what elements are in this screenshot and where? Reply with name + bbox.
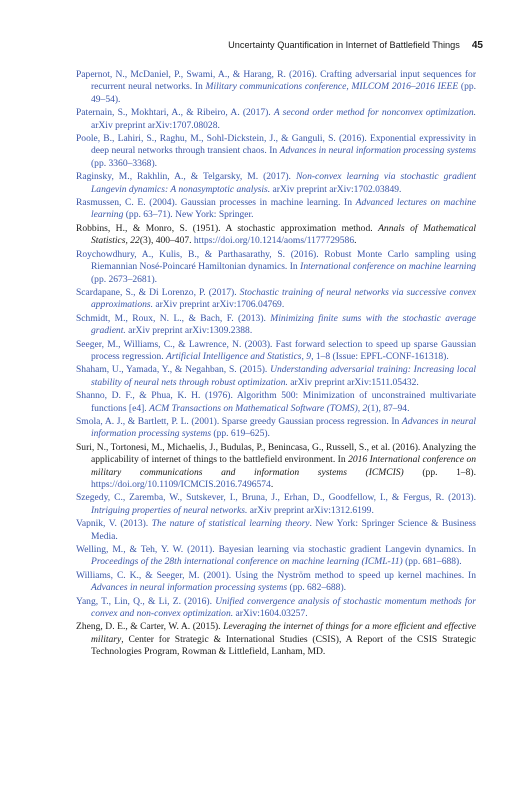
ref-venue: Non-convex learning via stochastic gradient Langevin dynamics: A nonasymptotic analysis. (91, 171, 476, 195)
ref-text: Shaham, U., Yamada, Y., & Negahban, S. (2015). (76, 364, 271, 376)
ref-venue: Advances in neural information processing systems (279, 145, 477, 157)
reference-item[interactable] (76, 364, 476, 389)
ref-rest: arXiv preprint arXiv:1706.04769. (152, 299, 285, 311)
ref-rest: (pp. 619–625). (211, 428, 270, 440)
ref-text: Papernot, N., McDaniel, P., Swami, A., & Harang, R. (2016). Crafting adversarial input sequences for recurrent neural networks. In (76, 69, 476, 93)
ref-venue: Artificial Intelligence and Statistics, 9 (166, 350, 312, 362)
ref-rest: arXiv preprint arXiv:1702.03849. (270, 183, 402, 195)
ref-venue: International conference on machine learning (300, 261, 476, 273)
reference-item[interactable] (76, 570, 476, 595)
reference-item[interactable] (76, 518, 476, 543)
reference-item[interactable] (76, 287, 476, 312)
reference-item[interactable] (76, 249, 476, 286)
ref-rest: (1), 87–94. (367, 402, 410, 414)
ref-rest: arXiv preprint arXiv:1511.05432. (287, 376, 419, 388)
ref-text: Szegedy, C., Zaremba, W., Sutskever, I., Bruna, J., Erhan, D., Goodfellow, I., & Fergus, R. (2013). (76, 492, 476, 504)
reference-list (76, 69, 476, 660)
reference-item[interactable] (76, 69, 476, 106)
ref-venue: Understanding adversarial training: Increasing local stability of neural nets through robust optimization. (91, 364, 477, 388)
ref-venue: Advances in neural information processing systems (91, 415, 476, 440)
ref-venue: The nature of statistical learning theory (151, 518, 310, 530)
doi-link[interactable]: https://doi.org/10.1109/ICMCIS.2016.7496574 (91, 479, 271, 490)
ref-venue: Advanced lectures on machine learning (91, 197, 476, 221)
ref-rest: (pp. 2673–2681). (91, 273, 158, 285)
reference-item[interactable] (76, 107, 476, 132)
ref-text: Yang, T., Lin, Q., & Li, Z. (2016). (76, 595, 216, 607)
ref-text: Schmidt, M., Roux, N. L., & Bach, F. (2013). (76, 312, 271, 324)
reference-item[interactable] (76, 621, 476, 658)
reference-item[interactable] (76, 339, 476, 364)
ref-text: Vapnik, V. (2013). (76, 518, 152, 530)
ref-rest: (pp. 1–8). (403, 466, 476, 478)
doi-link[interactable]: https://doi.org/10.1214/aoms/1177729586 (193, 235, 355, 247)
ref-rest: arXiv:1604.03257. (233, 608, 308, 620)
ref-text: Welling, M., & Teh, Y. W. (2011). Bayesian learning via stochastic gradient Langevin dynamics. In (76, 544, 476, 556)
ref-venue: Intriguing properties of neural networks. (91, 504, 248, 516)
ref-rest: (pp. 681–688). (402, 556, 462, 568)
ref-text: Shanno, D. F., & Phua, K. H. (1976). Algorithm 500: Minimization of unconstrained multivariate functions [e4]. (76, 390, 476, 414)
reference-item[interactable] (76, 442, 476, 492)
ref-rest: arXiv preprint arXiv:1707.08028. (91, 119, 220, 131)
ref-text: Rasmussen, C. E. (2004). Gaussian processes in machine learning. In (76, 197, 356, 209)
ref-text: Suri, N., Tortonesi, M., Michaelis, J., Budulas, P., Benincasa, G., Russell, S., et al. (2016). Analyzing the applicability of internet of things to the battlefield environment. In (76, 441, 476, 466)
ref-text: Seeger, M., Williams, C., & Lawrence, N. (2003). Fast forward selection to speed up sparse Gaussian process regression. (76, 338, 476, 362)
running-head (0, 40, 483, 51)
reference-item[interactable] (76, 416, 476, 441)
ref-rest: , 1–8 (Issue: EPFL-CONF-161318). (311, 350, 449, 362)
ref-venue: Minimizing finite sums with the stochastic average gradient. (91, 312, 476, 337)
ref-rest: . New York: Springer Science & Business Media. (91, 518, 477, 542)
ref-venue: 2016 International conference on military communications and information systems (ICMCIS) (91, 454, 476, 478)
ref-text: Paternain, S., Mokhtari, A., & Ribeiro, A. (2017). (76, 107, 274, 119)
ref-rest: (pp. 63–71). New York: Springer. (123, 209, 254, 221)
ref-text: Poole, B., Lahiri, S., Raghu, M., Sohl-Dickstein, J., & Ganguli, S. (2016). Exponential expressivity in deep neural networks through transient chaos. In (76, 133, 476, 157)
reference-item[interactable] (76, 171, 476, 196)
ref-text: Raginsky, M., Rakhlin, A., & Telgarsky, M. (2017). (76, 171, 296, 183)
ref-rest: (3), 400–407. (139, 235, 194, 247)
ref-rest: (pp. 49–54). (91, 81, 477, 105)
ref-rest: (pp. 3360–3368). (91, 157, 158, 169)
ref-after: . (270, 479, 274, 490)
reference-item[interactable] (76, 223, 476, 248)
ref-venue: Annals of Mathematical Statistics, 22 (91, 222, 476, 247)
running-title: Uncertainty Quantification in Internet of Battlefield Things (228, 40, 460, 50)
reference-item[interactable] (76, 133, 476, 170)
ref-venue: Leveraging the internet of things for a more efficient and effective military (91, 621, 476, 645)
ref-text: Williams, C. K., & Seeger, M. (2001). Using the Nyström method to speed up kernel machines. In (76, 569, 476, 581)
reference-item[interactable] (76, 544, 476, 569)
ref-rest: (pp. 682–688). (287, 582, 347, 594)
ref-venue: Unified convergence analysis of stochastic momentum methods for convex and non-convex optimization. (91, 595, 476, 620)
ref-text: Roychowdhury, A., Kulis, B., & Parthasarathy, S. (2016). Robust Monte Carlo sampling using Riemannian Nosé-Poincaré Hamiltonian dynamics. In (76, 248, 476, 273)
reference-item[interactable] (76, 492, 476, 517)
ref-rest: , Center for Strategic & International Studies (CSIS), A Report of the CSIS Strategic Technologies Program, Rowman & Littlefield, Lanham, MD. (91, 633, 476, 658)
reference-item[interactable] (76, 313, 476, 338)
ref-venue: Advances in neural information processing systems (91, 582, 288, 594)
ref-rest: arXiv preprint arXiv:1312.6199. (247, 504, 374, 516)
ref-venue: Military communications conference, MILCOM 2016–2016 IEEE (205, 81, 459, 93)
ref-after: . (354, 235, 357, 247)
ref-venue: ACM Transactions on Mathematical Software (TOMS), 2 (149, 402, 368, 414)
ref-venue: Stochastic training of neural networks via successive convex approximations. (91, 286, 476, 311)
ref-venue: A second order method for nonconvex optimization. (273, 107, 476, 119)
reference-item[interactable] (76, 197, 476, 222)
ref-text: Zheng, D. E., & Carter, W. A. (2015). (76, 621, 224, 633)
ref-text: Scardapane, S., & Di Lorenzo, P. (2017). (76, 286, 240, 298)
reference-item[interactable] (76, 390, 476, 415)
reference-item[interactable] (76, 596, 476, 621)
ref-text: Smola, A. J., & Bartlett, P. L. (2001). Sparse greedy Gaussian process regression. In (76, 415, 402, 427)
ref-venue: Proceedings of the 28th international conference on machine learning (ICML-11) (91, 556, 403, 568)
ref-rest: arXiv preprint arXiv:1309.2388. (125, 325, 253, 337)
page-number: 45 (471, 40, 483, 51)
ref-text: Robbins, H., & Monro, S. (1951). A stochastic approximation method. (76, 222, 379, 234)
